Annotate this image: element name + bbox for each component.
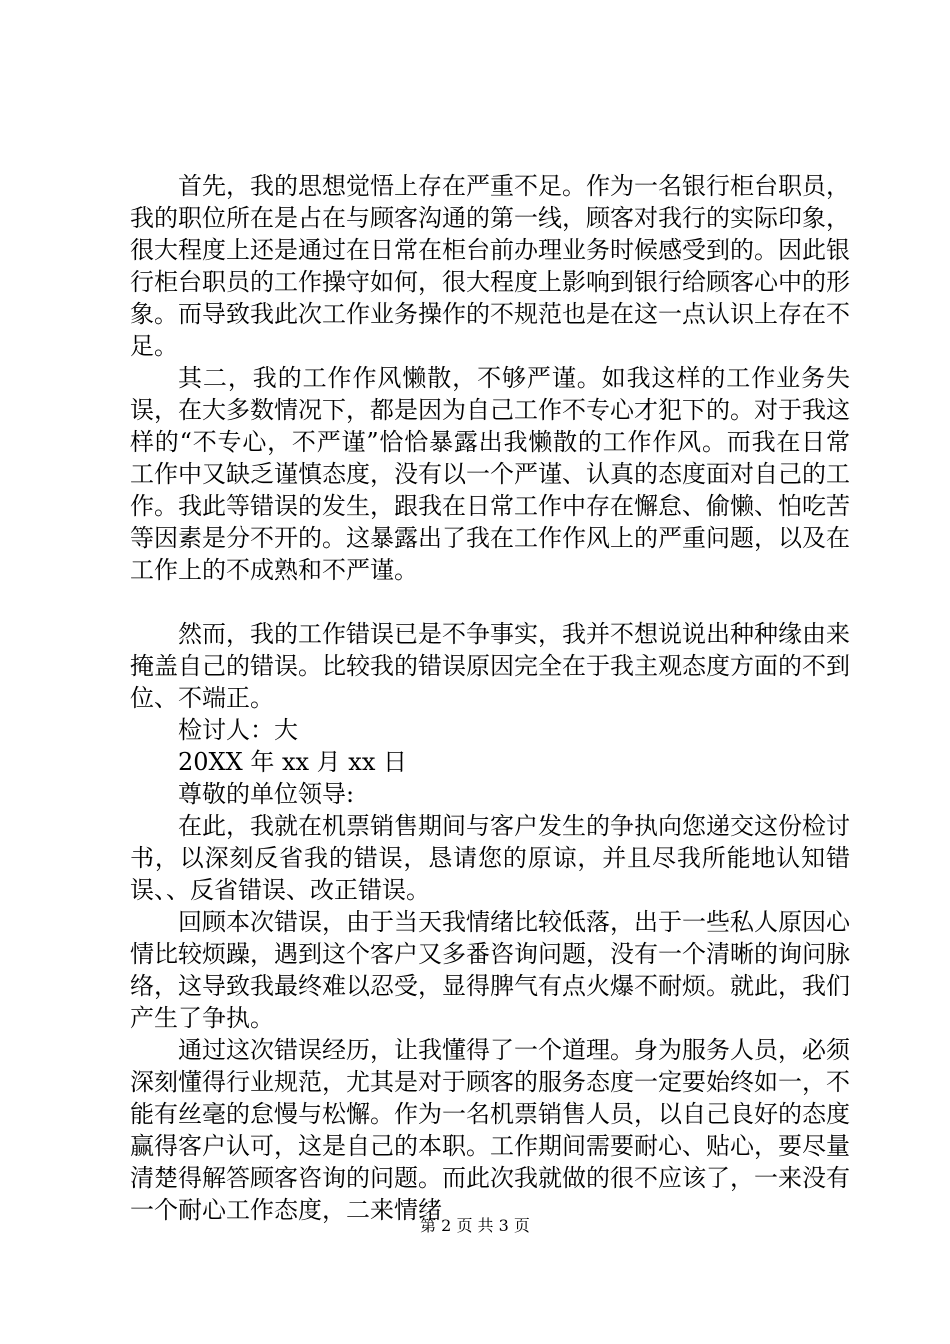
paragraph-3: 然而，我的工作错误已是不争事实，我并不想说说出种种缘由来掩盖自己的错误。比较我的错误原因完全在于我主观态度方面的不到位、不端正。 xyxy=(130,620,850,712)
page-footer: 第 2 页 共 3 页 xyxy=(420,1216,530,1235)
salutation: 尊敬的单位领导: xyxy=(178,780,355,808)
signature-line: 检讨人：大 xyxy=(178,716,298,744)
paragraph-5: 回顾本次错误，由于当天我情绪比较低落，出于一些私人原因心情比较烦躁，遇到这个客户又多番咨询问题，没有一个清晰的询问脉络，这导致我最终难以忍受，显得脾气有点火爆不耐烦。就此，我们产生了争执。 xyxy=(130,908,850,1032)
paragraph-4: 在此，我就在机票销售期间与客户发生的争执向您递交这份检讨书，以深刻反省我的错误，恳请您的原谅，并且尽我所能地认知错误、、反省错误、改正错误。 xyxy=(130,812,850,904)
paragraph-1: 首先，我的思想觉悟上存在严重不足。作为一名银行柜台职员，我的职位所在是占在与顾客沟通的第一线，顾客对我行的实际印象，很大程度上还是通过在日常在柜台前办理业务时候感受到的。因此银行柜台职员的工作操守如何，很大程度上影响到银行给顾客心中的形象。而导致我此次工作业务操作的不规范也是在这一点认识上存在不足。 xyxy=(130,172,850,360)
paragraph-6: 通过这次错误经历，让我懂得了一个道理。身为服务人员，必须深刻懂得行业规范，尤其是对于顾客的服务态度一定要始终如一，不能有丝毫的怠慢与松懈。作为一名机票销售人员，以自己良好的态度赢得客户认可，这是自己的本职。工作期间需要耐心、贴心，要尽量清楚得解答顾客咨询的问题。而此次我就做的很不应该了，一来没有一个耐心工作态度，二来情绪 xyxy=(130,1036,850,1224)
date-line: 20XX 年 xx 月 xx 日 xyxy=(178,748,407,776)
paragraph-2: 其二，我的工作作风懒散，不够严谨。如我这样的工作业务失误，在大多数情况下，都是因为自己工作不专心才犯下的。对于我这样的“不专心，不严谨”恰恰暴露出我懒散的工作作风。而我在日常工作中又缺乏谨慎态度，没有以一个严谨、认真的态度面对自己的工作。我此等错误的发生，跟我在日常工作中存在懈怠、偷懒、怕吃苦等因素是分不开的。这暴露出了我在工作作风上的严重问题，以及在工作上的不成熟和不严谨。 xyxy=(130,364,850,584)
document-body xyxy=(130,170,850,1226)
